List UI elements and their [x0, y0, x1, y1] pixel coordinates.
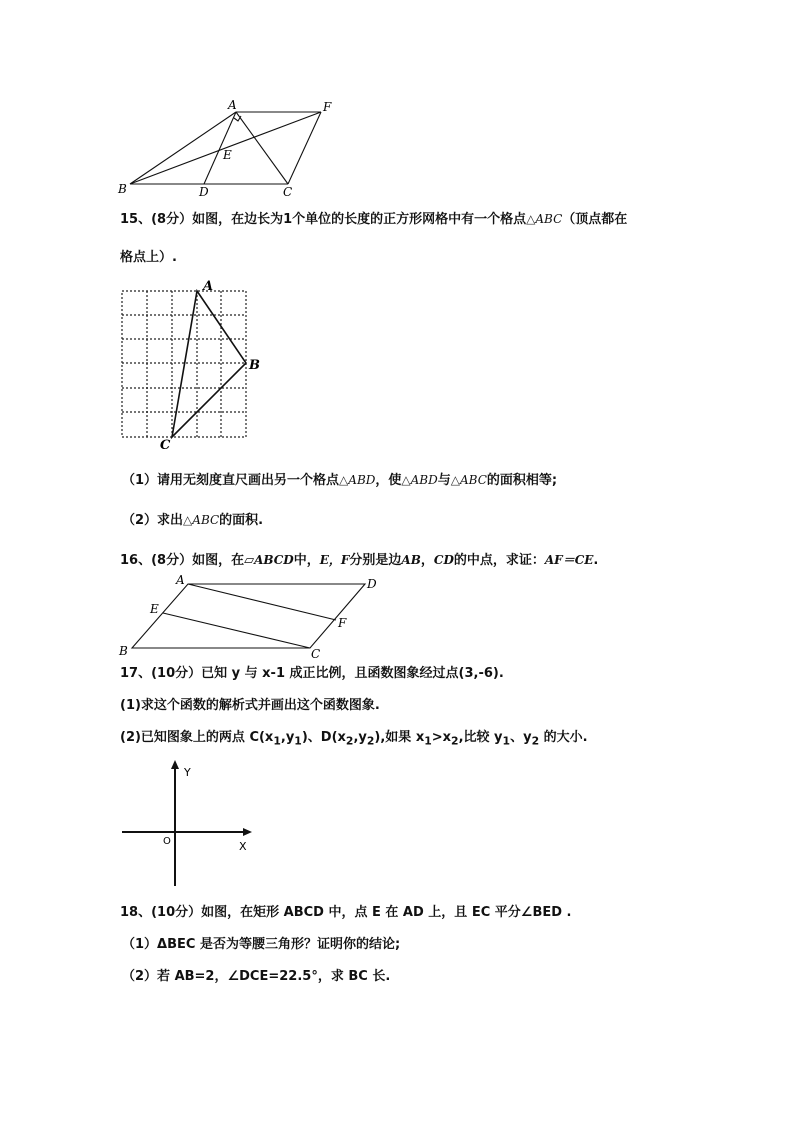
- label-B: B: [118, 182, 127, 196]
- q15-stem-line1: 15、(8分）如图，在边长为1个单位的长度的正方形网格中有一个格点△ABC（顶点都在: [120, 212, 628, 227]
- p-label-C: C: [311, 647, 321, 661]
- figure-q14-geometry: [110, 96, 340, 200]
- label-D: D: [199, 185, 209, 199]
- axis-label-origin: O: [163, 836, 171, 847]
- grid-label-B: B: [249, 358, 260, 373]
- p-label-E: E: [150, 602, 159, 616]
- axis-label-x: X: [239, 840, 247, 853]
- p-label-D: D: [367, 577, 377, 591]
- label-A: A: [228, 98, 237, 112]
- p-label-F: F: [338, 616, 347, 630]
- grid-label-A: A: [203, 279, 214, 294]
- figure-q16-parallelogram: [110, 572, 390, 661]
- q18-sub2: （2）若 AB=2，∠DCE=22.5°，求 BC 长.: [122, 969, 391, 984]
- triangle-abc: ABC: [535, 212, 563, 226]
- q17-sub2: (2)已知图象上的两点 $C(x_1,y_1)$、$D(x_2,y_2)$,如果 $x_1>x_2$,比较 $y_1$、$y_2$ 的大小.: [120, 730, 588, 748]
- q15-sub1: （1）请用无刻度直尺画出另一个格点△ABD，使△ABD与△ABC的面积相等;: [122, 473, 558, 488]
- p-label-B: B: [119, 644, 128, 658]
- q17-stem: 17、(10分）已知 y 与 x-1 成正比例，且函数图象经过点(3,-6).: [120, 666, 504, 681]
- p-label-A: A: [176, 573, 185, 587]
- figure-q15-grid: [114, 278, 274, 453]
- q18-sub1: （1）ΔBEC 是否为等腰三角形？证明你的结论;: [122, 937, 401, 952]
- q16-stem: 16、(8分）如图，在▱ABCD中，E，F分别是边AB，CD的中点，求证：AF＝CE.: [120, 553, 599, 568]
- triangle-symbol: △: [526, 212, 536, 226]
- label-E: E: [223, 148, 232, 162]
- q15-sub2: （2）求出△ABC的面积.: [122, 513, 264, 528]
- label-C: C: [283, 185, 293, 199]
- q18-stem: 18、(10分）如图，在矩形 ABCD 中，点 E 在 AD 上，且 EC 平分∠BED .: [120, 905, 572, 920]
- q15-stem-line2: 格点上）.: [120, 250, 177, 265]
- grid-label-C: C: [160, 438, 171, 453]
- figure-q17-axes: [118, 758, 258, 888]
- q17-sub1: (1)求这个函数的解析式并画出这个函数图象.: [120, 698, 380, 713]
- axis-label-y: Y: [184, 766, 191, 779]
- label-F: F: [323, 100, 332, 114]
